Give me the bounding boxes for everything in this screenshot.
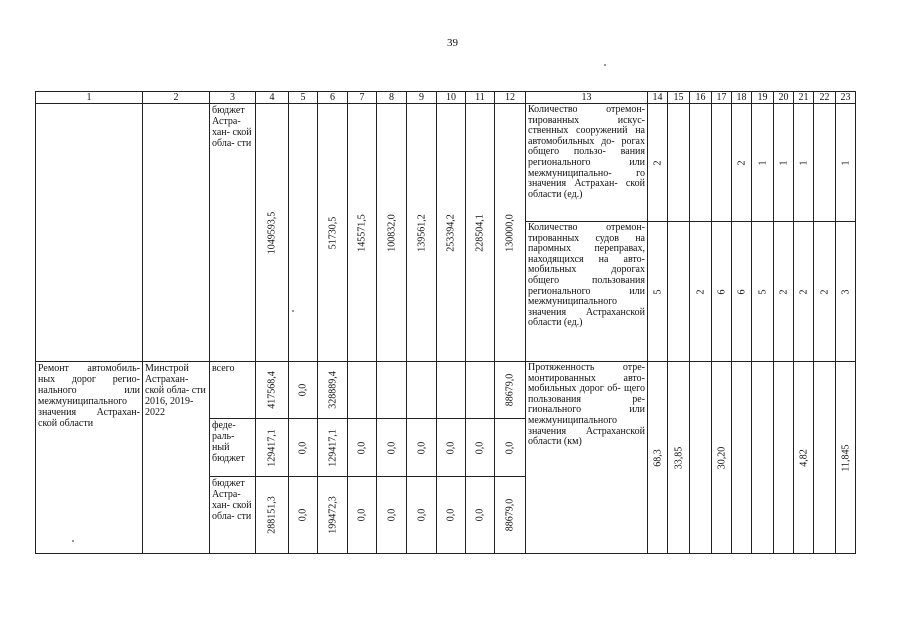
- cell-value: 0,0: [474, 441, 486, 454]
- budget-value-cell: [289, 104, 318, 362]
- cell-value: 3: [840, 289, 851, 294]
- column-number-header: 5: [289, 92, 318, 104]
- column-number-header: 15: [668, 92, 690, 104]
- indicator-value-cell: [668, 362, 690, 554]
- column-number-header: 18: [732, 92, 752, 104]
- cell-value: 1: [798, 160, 809, 165]
- budget-value-cell: [289, 362, 318, 419]
- budget-value-cell: [318, 477, 348, 554]
- indicator-value-cell: [794, 362, 814, 554]
- column-number-header: 20: [774, 92, 794, 104]
- cell-value: 0,0: [297, 508, 309, 522]
- indicator-value-cell: [774, 222, 794, 362]
- cell-value: 2: [798, 289, 809, 294]
- indicator-value-cell: [648, 104, 668, 222]
- funding-source-cell: бюджет Астра- хан- ской обла- сти: [210, 104, 256, 362]
- indicator-value-cell: [690, 362, 712, 554]
- budget-value-cell: [466, 104, 495, 362]
- column-number-header: 12: [495, 92, 526, 104]
- indicator-value-cell: [774, 104, 794, 222]
- indicator-value-cell: [732, 104, 752, 222]
- column-number-header: 11: [466, 92, 495, 104]
- page-number: 39: [447, 37, 458, 49]
- indicator-value-cell: [712, 222, 732, 362]
- budget-value-cell: [348, 104, 377, 362]
- cell-value: 1: [778, 160, 789, 165]
- budget-value-cell: [495, 477, 526, 554]
- scan-speck: [72, 540, 74, 542]
- budget-value-cell: [256, 362, 289, 419]
- cell-value: 145571,5: [356, 213, 368, 252]
- cell-value: 88679,0: [504, 498, 516, 532]
- column-number-header: 22: [814, 92, 836, 104]
- budget-value-cell: [318, 362, 348, 419]
- executor-cell: [143, 104, 210, 362]
- indicator-value-cell: [794, 104, 814, 222]
- program-table: [35, 91, 856, 554]
- cell-value: 0,0: [445, 508, 457, 522]
- indicator-value-cell: [732, 362, 752, 554]
- column-number-header: 3: [210, 92, 256, 104]
- budget-value-cell: [437, 477, 466, 554]
- cell-value: 0,0: [445, 441, 457, 454]
- cell-value: 129417,1: [327, 428, 338, 467]
- budget-value-cell: [495, 419, 526, 477]
- budget-value-cell: [256, 419, 289, 477]
- funding-source-cell: феде- раль- ный бюджет: [210, 419, 256, 477]
- indicator-value-cell: [648, 362, 668, 554]
- cell-value: 0,0: [386, 508, 397, 522]
- cell-value: 68,3: [652, 448, 663, 467]
- indicator-value-cell: [752, 362, 774, 554]
- budget-value-cell: [256, 104, 289, 362]
- cell-value: 0,0: [416, 508, 427, 522]
- column-number-header: 13: [526, 92, 648, 104]
- column-number-header: 6: [318, 92, 348, 104]
- cell-value: 228504,1: [474, 213, 486, 252]
- budget-value-cell: [289, 419, 318, 477]
- cell-value: 11,845: [840, 443, 851, 472]
- indicator-value-cell: [836, 362, 856, 554]
- cell-value: 417568,4: [266, 371, 278, 409]
- cell-value: 4,82: [798, 448, 809, 467]
- budget-value-cell: [318, 104, 348, 362]
- cell-value: 288151,3: [266, 496, 278, 534]
- cell-value: 129417,1: [266, 428, 278, 467]
- indicator-value-cell: [668, 222, 690, 362]
- budget-value-cell: [437, 419, 466, 477]
- column-number-header: 8: [377, 92, 407, 104]
- budget-value-cell: [407, 362, 437, 419]
- cell-value: 51730,5: [327, 216, 338, 249]
- cell-value: 328889,4: [327, 371, 338, 409]
- budget-value-cell: [348, 362, 377, 419]
- column-number-header: 14: [648, 92, 668, 104]
- cell-value: 0,0: [504, 441, 516, 454]
- indicator-value-cell: [814, 362, 836, 554]
- event-name-cell: [36, 104, 143, 362]
- indicator-value-cell: [836, 104, 856, 222]
- cell-value: 6: [736, 289, 747, 294]
- event-name-cell: Ремонт автомобиль- ных дорог регио- нального или межмуниципального значения Астрахан- ской области: [36, 362, 143, 554]
- budget-value-cell: [466, 419, 495, 477]
- cell-value: 139561,2: [416, 213, 427, 252]
- indicator-value-cell: [690, 104, 712, 222]
- indicator-value-cell: [648, 222, 668, 362]
- budget-value-cell: [437, 104, 466, 362]
- budget-value-cell: [289, 477, 318, 554]
- indicator-value-cell: [836, 222, 856, 362]
- funding-source-cell: всего: [210, 362, 256, 419]
- column-number-header: 23: [836, 92, 856, 104]
- budget-value-cell: [466, 477, 495, 554]
- cell-value: 0,0: [474, 508, 486, 522]
- column-number-header: 10: [437, 92, 466, 104]
- cell-value: 30,20: [716, 446, 727, 469]
- budget-value-cell: [318, 419, 348, 477]
- column-number-header: 2: [143, 92, 210, 104]
- budget-value-cell: [407, 419, 437, 477]
- cell-value: 2: [819, 289, 830, 294]
- cell-value: 0,0: [356, 508, 368, 522]
- budget-value-cell: [437, 362, 466, 419]
- column-number-header: 16: [690, 92, 712, 104]
- cell-value: 2: [736, 160, 747, 165]
- budget-value-cell: [495, 104, 526, 362]
- cell-value: 1: [757, 160, 768, 165]
- budget-value-cell: [348, 419, 377, 477]
- budget-value-cell: [495, 362, 526, 419]
- column-number-header: 17: [712, 92, 732, 104]
- indicator-value-cell: [814, 104, 836, 222]
- cell-value: 253394,2: [445, 213, 457, 252]
- cell-value: 100832,0: [386, 213, 397, 252]
- cell-value: 1: [840, 160, 851, 165]
- indicator-value-cell: [732, 222, 752, 362]
- cell-value: 6: [716, 289, 727, 294]
- column-number-header: 1: [36, 92, 143, 104]
- indicator-value-cell: [814, 222, 836, 362]
- budget-value-cell: [348, 477, 377, 554]
- column-number-header: 19: [752, 92, 774, 104]
- budget-value-cell: [466, 362, 495, 419]
- indicator-value-cell: [668, 104, 690, 222]
- cell-value: 5: [757, 289, 768, 294]
- cell-value: 199472,3: [327, 496, 338, 534]
- cell-value: 5: [652, 289, 663, 294]
- funding-source-cell: бюджет Астра- хан- ской обла- сти: [210, 477, 256, 554]
- cell-value: 88679,0: [504, 373, 516, 407]
- budget-value-cell: [377, 362, 407, 419]
- indicator-value-cell: [752, 104, 774, 222]
- indicator-text-cell: Количество отремон- тированных судов на паромных переправах, находящихся на авто- мобильных дорогах общего пользования регионального или межмуниципального значения Астраханской области (ед.): [526, 222, 648, 362]
- budget-value-cell: [256, 477, 289, 554]
- cell-value: 0,0: [386, 441, 397, 454]
- indicator-text-cell: Количество отремон- тированных искус- ственных сооружений на автомобильных до- рогах общего пользо- вания регионального или межмуниципально- го значения Астрахан- ской области (ед.): [526, 104, 648, 222]
- budget-value-cell: [377, 419, 407, 477]
- cell-value: 2: [652, 160, 663, 165]
- cell-value: 2: [695, 289, 706, 294]
- cell-value: 0,0: [297, 383, 309, 397]
- indicator-text-cell: Протяженность отре- монтированных авто- мобильных дорог об- щего пользования ре- гионального или межмуниципального значения Астраханской области (км): [526, 362, 648, 554]
- column-number-header: 7: [348, 92, 377, 104]
- cell-value: 33,85: [673, 446, 684, 469]
- cell-value: 2: [778, 289, 789, 294]
- indicator-value-cell: [712, 104, 732, 222]
- budget-value-cell: [377, 104, 407, 362]
- indicator-value-cell: [752, 222, 774, 362]
- indicator-value-cell: [794, 222, 814, 362]
- scan-speck: [604, 64, 606, 66]
- indicator-value-cell: [712, 362, 732, 554]
- cell-value: 0,0: [416, 441, 427, 454]
- cell-value: 1049593,5: [266, 211, 278, 254]
- indicator-value-cell: [690, 222, 712, 362]
- budget-value-cell: [407, 104, 437, 362]
- indicator-value-cell: [774, 362, 794, 554]
- budget-value-cell: [407, 477, 437, 554]
- budget-value-cell: [377, 477, 407, 554]
- column-number-header: 21: [794, 92, 814, 104]
- column-number-header: 4: [256, 92, 289, 104]
- scan-speck: [292, 310, 294, 312]
- executor-cell: Минстрой Астрахан- ской обла- сти 2016, 2019- 2022: [143, 362, 210, 554]
- column-number-header: 9: [407, 92, 437, 104]
- cell-value: 130000,0: [504, 213, 516, 252]
- cell-value: 0,0: [297, 441, 309, 454]
- cell-value: 0,0: [356, 441, 368, 454]
